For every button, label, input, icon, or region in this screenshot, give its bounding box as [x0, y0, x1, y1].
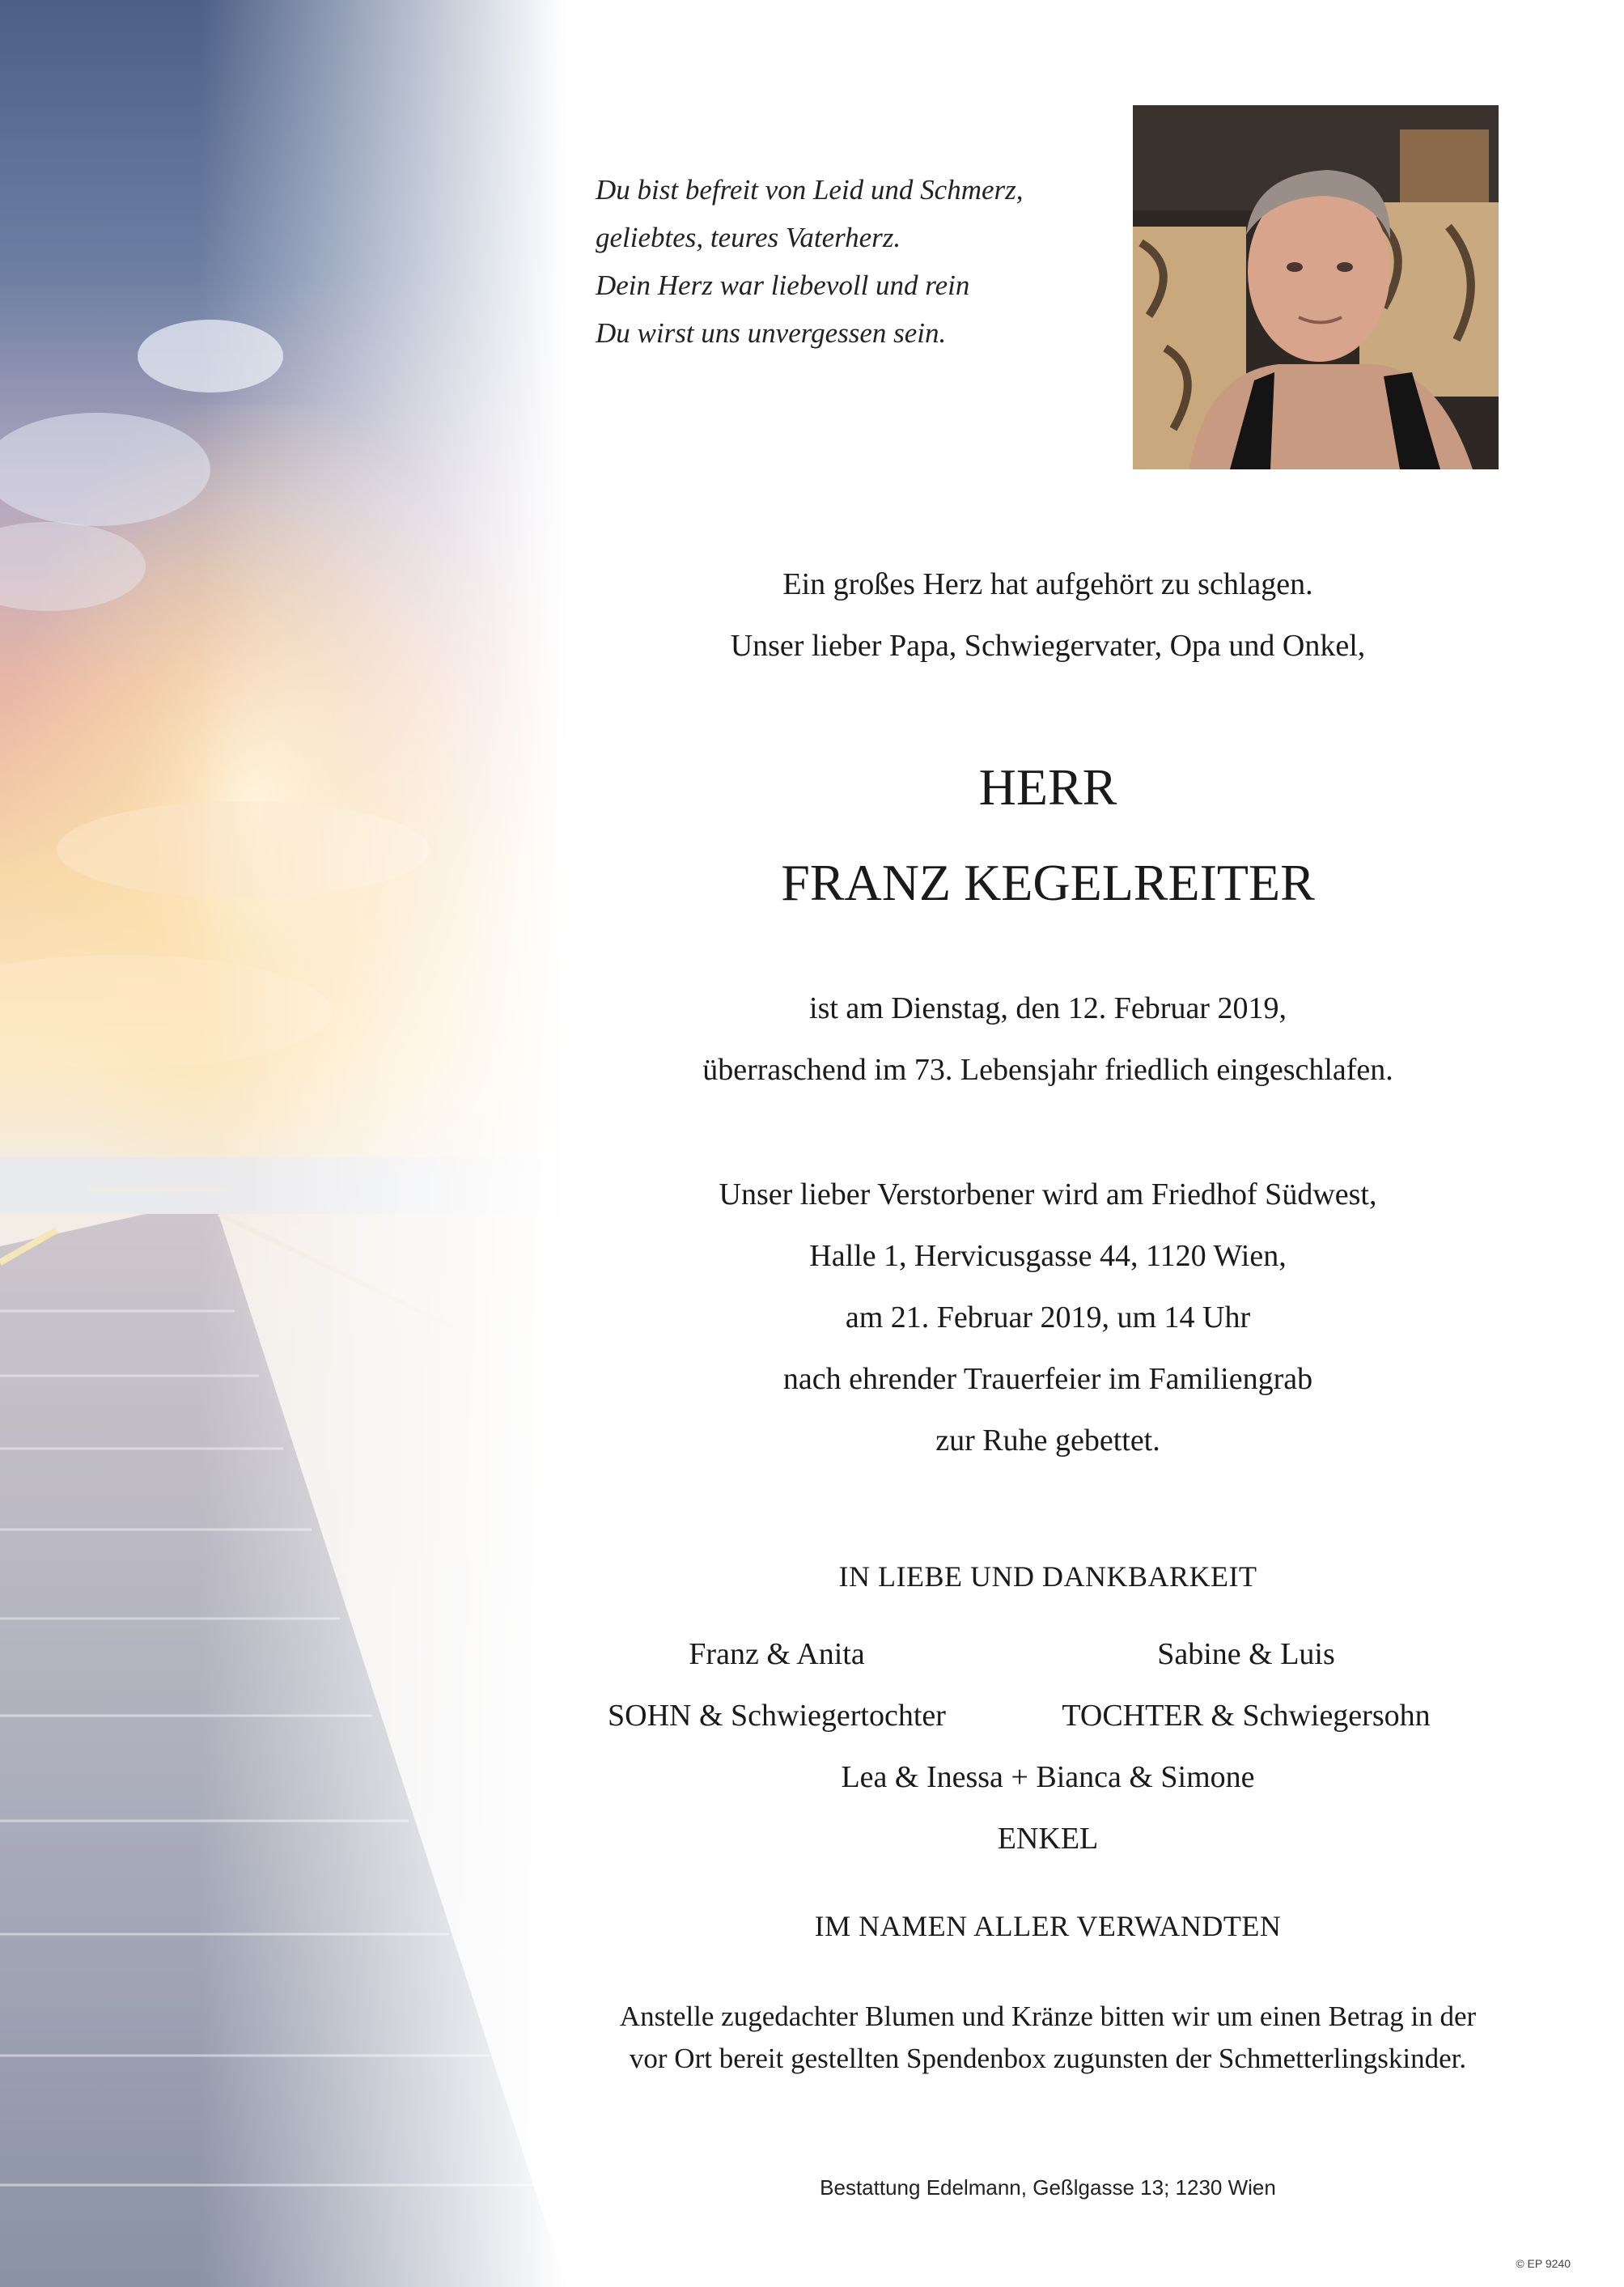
deceased-title: HERR: [978, 758, 1117, 816]
burial-line: Unser lieber Verstorbener wird am Friedhof Südwest,: [719, 1177, 1377, 1211]
print-code: © EP 9240: [1516, 2257, 1571, 2270]
burial-details: [534, 1164, 1562, 1471]
burial-line: Halle 1, Hervicusgasse 44, 1120 Wien,: [809, 1239, 1287, 1273]
family-names: Sabine & Luis: [1157, 1637, 1335, 1671]
poem: [596, 166, 1097, 357]
donation-request: [534, 1996, 1562, 2080]
photo-fade-overlay: [0, 0, 566, 2287]
grandchildren-names: Lea & Inessa + Bianca & Simone: [841, 1760, 1255, 1794]
burial-line: am 21. Februar 2019, um 14 Uhr: [845, 1300, 1251, 1334]
family-relation: TOCHTER & Schwiegersohn: [1062, 1699, 1431, 1733]
grandchildren: [534, 1746, 1562, 1869]
grandchildren-label: ENKEL: [997, 1822, 1099, 1856]
mourners-heading: IN LIEBE UND DANKBARKEIT: [838, 1560, 1257, 1593]
intro-line: Unser lieber Papa, Schwiegervater, Opa und Onkel,: [730, 629, 1366, 663]
poem-line: geliebtes, teures Vaterherz.: [596, 222, 901, 253]
poem-line: Dein Herz war liebevoll und rein: [596, 269, 970, 301]
family-names: Franz & Anita: [689, 1637, 865, 1671]
family-son: [583, 1623, 971, 1746]
poem-line: Du bist befreit von Leid und Schmerz,: [596, 174, 1024, 206]
burial-line: zur Ruhe gebettet.: [935, 1424, 1160, 1457]
poem-line: Du wirst uns unvergessen sein.: [596, 317, 947, 349]
deceased-name-block: [534, 740, 1562, 931]
family-relation: SOHN & Schwiegertochter: [608, 1699, 946, 1733]
relatives-line: IM NAMEN ALLER VERWANDTEN: [814, 1910, 1282, 1942]
intro-line: Ein großes Herz hat aufgehört zu schlagen.: [782, 567, 1313, 601]
intro-text: [534, 554, 1562, 677]
death-notice: [534, 978, 1562, 1101]
portrait-photo: [1133, 105, 1499, 469]
family-daughter: [1020, 1623, 1473, 1746]
burial-line: nach ehrender Trauerfeier im Familiengrab: [782, 1362, 1313, 1396]
donation-line: vor Ort bereit gestellten Spendenbox zugunsten der Schmetterlingskinder.: [629, 2043, 1467, 2074]
deceased-name: FRANZ KEGELREITER: [781, 854, 1315, 911]
death-line: überraschend im 73. Lebensjahr friedlich eingeschlafen.: [702, 1053, 1393, 1087]
death-line: ist am Dienstag, den 12. Februar 2019,: [809, 991, 1287, 1025]
undertaker-address: Bestattung Edelmann, Geßlgasse 13; 1230 Wien: [820, 2175, 1276, 2200]
donation-line: Anstelle zugedachter Blumen und Kränze bitten wir um einen Betrag in der: [619, 2001, 1477, 2032]
